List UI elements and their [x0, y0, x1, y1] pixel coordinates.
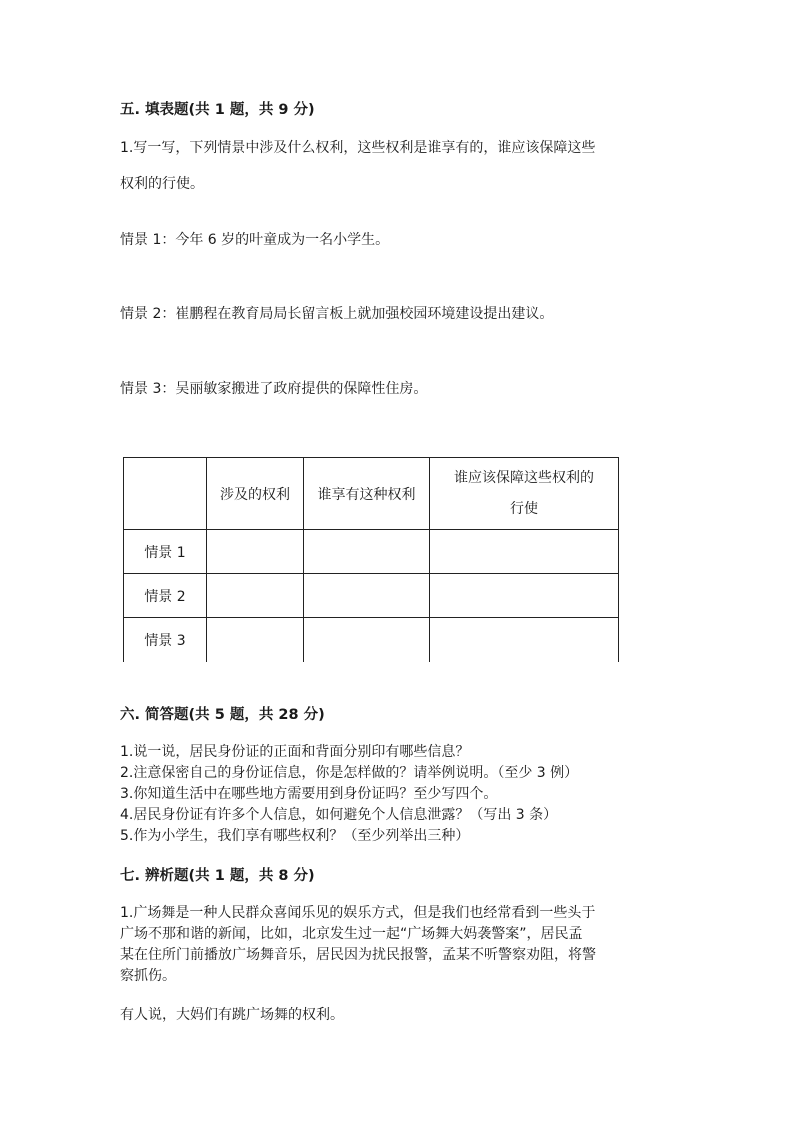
- table-corner-cell: [124, 458, 207, 530]
- table-row: [124, 618, 619, 662]
- answer-cell[interactable]: [430, 530, 619, 574]
- list-item: 1.说一说，居民身份证的正面和背面分别印有哪些信息？: [120, 744, 470, 760]
- answer-cell[interactable]: [207, 618, 304, 662]
- list-item: 2.注意保密自己的身份证信息，你是怎样做的？请举例说明。（至少 3 例）: [120, 765, 579, 781]
- scene-3: 情景 3：吴丽敏家搬进了政府提供的保障性住房。: [120, 381, 428, 397]
- scene-2: 情景 2：崔鹏程在教育局局长留言板上就加强校园环境建设提出建议。: [120, 306, 554, 322]
- table-row-label: 情景 2: [124, 574, 207, 618]
- list-item: 3.你知道生活中在哪些地方需要用到身份证吗？至少写四个。: [120, 786, 498, 802]
- paragraph-line: 某在住所门前播放广场舞音乐，居民因为扰民报警，孟某不听警察劝阻，将警: [120, 947, 596, 963]
- statement: 有人说，大妈们有跳广场舞的权利。: [120, 1007, 344, 1023]
- table-row: [124, 530, 619, 574]
- table-header-guarantor-line1: 谁应该保障这些权利的: [454, 469, 594, 486]
- question-line: 权利的行使。: [120, 176, 204, 192]
- section5-title: 五. 填表题(共 1 题，共 9 分): [120, 102, 315, 118]
- table-row-label: 情景 1: [124, 530, 207, 574]
- list-item: 4.居民身份证有许多个人信息，如何避免个人信息泄露？（写出 3 条）: [120, 807, 558, 823]
- paragraph-line: 察抓伤。: [120, 968, 176, 984]
- paragraph-line: 1.广场舞是一种人民群众喜闻乐见的娱乐方式，但是我们也经常看到一些头于: [120, 905, 596, 921]
- answer-cell[interactable]: [430, 618, 619, 662]
- question-line: 1.写一写，下列情景中涉及什么权利，这些权利是谁享有的，谁应该保障这些: [120, 140, 596, 156]
- table-row-label: 情景 3: [124, 618, 207, 662]
- table-row: [124, 574, 619, 618]
- paragraph-line: 广场不那和谐的新闻，比如，北京发生过一起“广场舞大妈袭警案”，居民孟: [120, 926, 583, 942]
- answer-cell[interactable]: [207, 530, 304, 574]
- answer-cell[interactable]: [304, 530, 430, 574]
- table-header-guarantor: [430, 458, 619, 530]
- answer-cell[interactable]: [304, 574, 430, 618]
- answer-cell[interactable]: [430, 574, 619, 618]
- table-header-holder: 谁享有这种权利: [304, 458, 430, 530]
- answer-table: [123, 457, 619, 662]
- table-header-rights: 涉及的权利: [207, 458, 304, 530]
- scene-1: 情景 1：今年 6 岁的叶童成为一名小学生。: [120, 232, 390, 248]
- section7-title: 七. 辨析题(共 1 题，共 8 分): [120, 868, 315, 884]
- answer-cell[interactable]: [207, 574, 304, 618]
- answer-cell[interactable]: [304, 618, 430, 662]
- section6-title: 六. 简答题(共 5 题，共 28 分): [120, 707, 325, 723]
- list-item: 5.作为小学生，我们享有哪些权利？（至少列举出三种）: [120, 828, 470, 844]
- table-header-guarantor-line2: 行使: [510, 500, 538, 517]
